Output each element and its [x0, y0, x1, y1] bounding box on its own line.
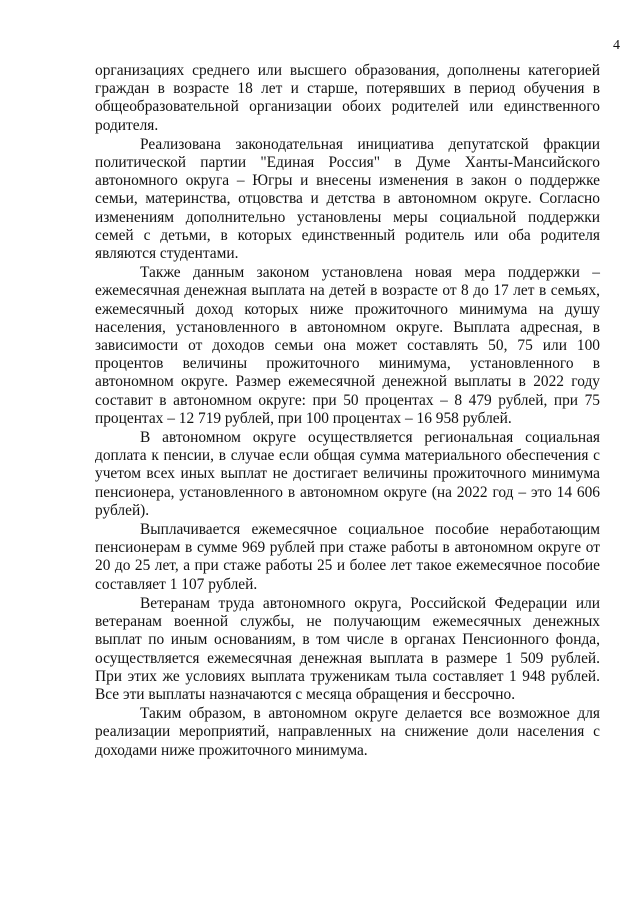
document-body: [95, 62, 600, 761]
page-number: 4: [613, 38, 620, 53]
paragraph-veterans-payment: Ветеранам труда автономного округа, Российской Федерации или ветеранам военной службы, не получающим ежемесячных денежных выплат по иным основаниям, в том числе в органах Пенсионного фонда, осуществляется ежемесячная денежная выплата в размере 1 509 рублей. При этих же условиях выплата труженикам тыла составляет 1 948 рублей. Все эти выплаты назначаются с месяца обращения и бессрочно.: [95, 594, 600, 703]
paragraph-monthly-child-payment: Также данным законом установлена новая мера поддержки – ежемесячная денежная выплата на детей в возрасте от 8 до 17 лет в семьях, ежемесячный доход которых ниже прожиточного минимума на душу населения, установленного в автономном округе. Выплата адресная, в зависимости от доходов семьи она может составлять 50, 75 или 100 процентов величины прожиточного минимума, установленного в автономном округе. Размер ежемесячной денежной выплаты в 2022 году составит в автономном округе: при 50 процентах – 8 479 рублей, при 75 процентах – 12 719 рублей, при 100 процентах – 16 958 рублей.: [95, 264, 600, 427]
paragraph-conclusion: Таким образом, в автономном округе делается все возможное для реализации мероприятий, направленных на снижение доли населения с доходами ниже прожиточного минимума.: [95, 705, 600, 759]
paragraph-continuation: организациях среднего или высшего образования, дополнены категорией граждан в возрасте 18 лет и старше, потерявших в период обучения в общеобразовательной организации обоих родителей или единственного родителя.: [95, 62, 600, 134]
paragraph-legislative-initiative: Реализована законодательная инициатива депутатской фракции политической партии "Единая Россия" в Думе Ханты-Мансийского автономного округа – Югры и внесены изменения в закон о поддержке семьи, материнства, отцовства и детства в автономном округе. Согласно изменениям дополнительно установлены меры социальной поддержки семей с детьми, в которых единственный родитель или оба родителя являются студентами.: [95, 135, 600, 263]
paragraph-pensioner-allowance: Выплачивается ежемесячное социальное пособие неработающим пенсионерам в сумме 969 рублей при стаже работы в автономном округе от 20 до 25 лет, а при стаже работы 25 и более лет такое ежемесячное пособие составляет 1 107 рублей.: [95, 521, 600, 593]
paragraph-pension-supplement: В автономном округе осуществляется региональная социальная доплата к пенсии, в случае если общая сумма материального обеспечения с учетом всех иных выплат не достигает величины прожиточного минимума пенсионера, установленного в автономном округе (на 2022 год – это 14 606 рублей).: [95, 429, 600, 519]
